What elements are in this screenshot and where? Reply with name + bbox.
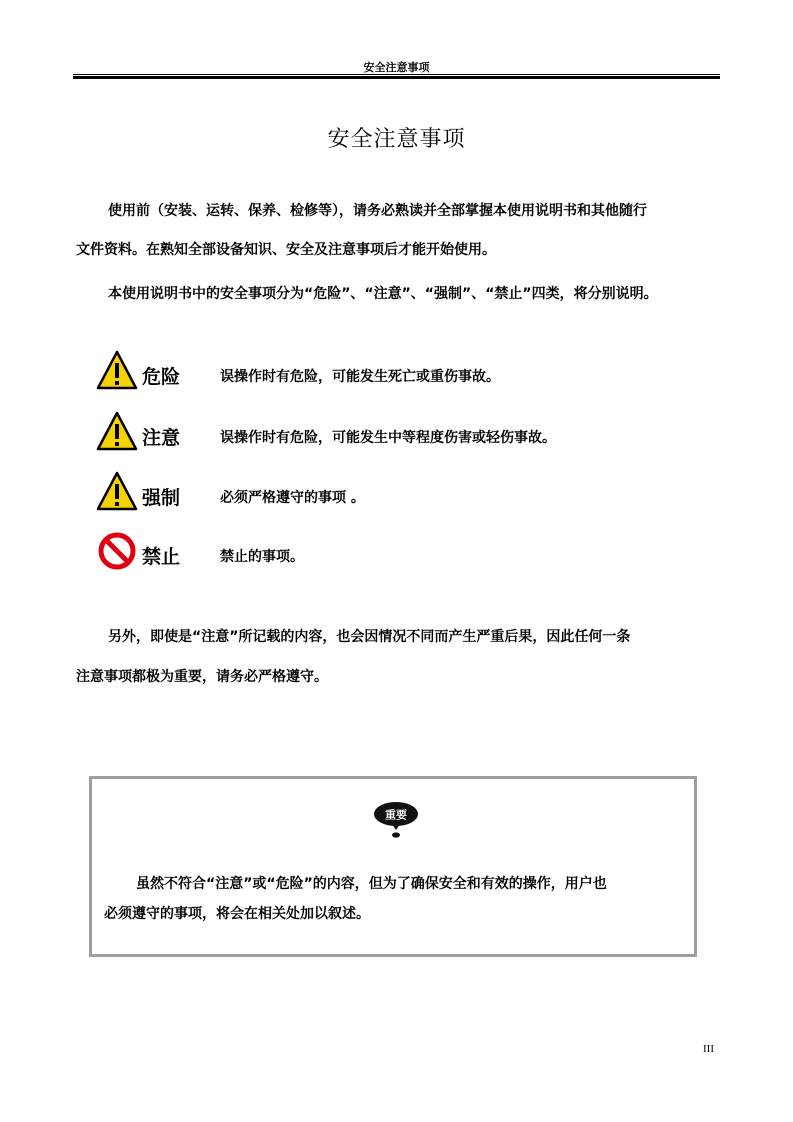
important-badge-label: 重要 bbox=[385, 808, 407, 822]
warning-triangle-icon bbox=[96, 411, 138, 453]
important-badge-icon bbox=[373, 801, 419, 839]
important-line-2: 必须遵守的事项，将会在相关处加以叙述。 bbox=[104, 906, 370, 922]
header-title: 安全注意事项 bbox=[363, 61, 430, 74]
category-caution bbox=[96, 411, 696, 459]
category-desc: 误操作时有危险，可能发生死亡或重伤事故。 bbox=[220, 369, 500, 385]
prohibited-icon bbox=[96, 530, 138, 572]
note-line-2: 注意事项都极为重要，请务必严格遵守。 bbox=[76, 669, 328, 685]
category-desc: 必须严格遵守的事项 。 bbox=[220, 490, 365, 506]
category-label: 危险 bbox=[142, 366, 181, 388]
category-danger bbox=[96, 350, 696, 398]
warning-triangle-icon bbox=[96, 471, 138, 513]
category-label: 禁止 bbox=[142, 546, 181, 568]
important-line-1: 虽然不符合“注意”或“危险”的内容，但为了确保安全和有效的操作，用户也 bbox=[136, 876, 607, 892]
category-desc: 误操作时有危险，可能发生中等程度伤害或轻伤事故。 bbox=[220, 430, 556, 446]
category-label: 强制 bbox=[142, 487, 181, 509]
header-rule-thin bbox=[73, 74, 720, 75]
page-number: III bbox=[703, 1043, 714, 1055]
page-title: 安全注意事项 bbox=[327, 127, 466, 152]
category-desc: 禁止的事项。 bbox=[220, 549, 304, 565]
important-box bbox=[89, 776, 697, 957]
header-rule-thick bbox=[73, 76, 720, 79]
category-mandatory bbox=[96, 471, 696, 519]
category-label: 注意 bbox=[142, 427, 181, 449]
warning-triangle-icon bbox=[96, 350, 138, 392]
intro-line-2: 文件资料。在熟知全部设备知识、安全及注意事项后才能开始使用。 bbox=[76, 242, 496, 258]
note-line-1: 另外，即使是“注意”所记载的内容，也会因情况不同而产生严重后果，因此任何一条 bbox=[108, 629, 631, 645]
intro-line-1: 使用前（安装、运转、保养、检修等），请务必熟读并全部掌握本使用说明书和其他随行 bbox=[108, 203, 647, 219]
intro-line-3: 本使用说明书中的安全事项分为“危险”、“注意”、“强制”、“禁止”四类，将分别说明。 bbox=[108, 286, 658, 302]
category-prohibited bbox=[96, 530, 696, 578]
